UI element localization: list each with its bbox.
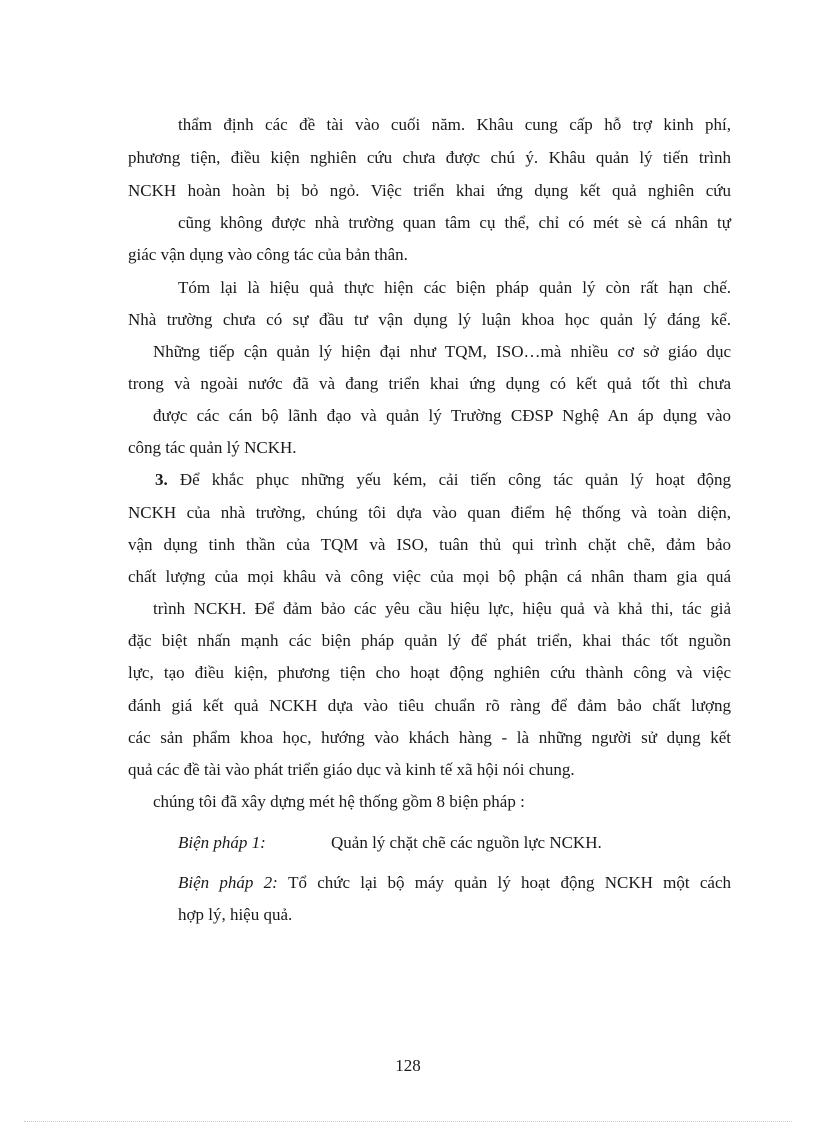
- body-line: quả các đề tài vào phát triển giáo dục và kinh tế xã hội nói chung.: [128, 760, 575, 779]
- measure-1-label: Biện pháp 1:: [178, 833, 266, 852]
- page-number: 128: [395, 1056, 421, 1075]
- body-line: trình NCKH. Để đảm bảo các yêu cầu hiệu lực, hiệu quả và khả thi, tác giả: [153, 599, 731, 618]
- body-text: Để khắc phục những yếu kém, cải tiến công tác quản lý hoạt động: [179, 470, 731, 489]
- page-footer-divider: [24, 1121, 792, 1122]
- measure-2-text: Tổ chức lại bộ máy quản lý hoạt động NCKH một cách: [288, 873, 731, 892]
- body-line: đánh giá kết quả NCKH dựa vào tiêu chuẩn rõ ràng để đảm bảo chất lượng: [128, 696, 731, 715]
- body-line: các sản phẩm khoa học, hướng vào khách hàng - là những người sử dụng kết: [128, 728, 731, 747]
- body-line: lực, tạo điều kiện, phương tiện cho hoạt động nghiên cứu thành công và việc: [128, 663, 731, 682]
- body-line: Những tiếp cận quản lý hiện đại như TQM, ISO…mà nhiều cơ sở giáo dục: [153, 342, 731, 361]
- body-line: được các cán bộ lãnh đạo và quản lý Trường CĐSP Nghệ An áp dụng vào: [153, 406, 731, 425]
- section-3-first-line: [155, 469, 731, 491]
- body-line: chúng tôi đã xây dựng mét hệ thống gồm 8 biện pháp :: [153, 792, 525, 811]
- measure-2-continuation: hợp lý, hiệu quả.: [178, 905, 293, 924]
- body-line: cũng không được nhà trường quan tâm cụ thể, chỉ có mét sè cá nhân tự: [178, 213, 731, 232]
- measure-2-label: Biện pháp 2:: [178, 873, 278, 892]
- body-line: đặc biệt nhấn mạnh các biện pháp quản lý để phát triển, khai thác tốt nguồn: [128, 631, 731, 650]
- body-line: thẩm định các đề tài vào cuối năm. Khâu cung cấp hỗ trợ kinh phí,: [178, 115, 731, 134]
- body-line: Tóm lại là hiệu quả thực hiện các biện pháp quản lý còn rất hạn chế.: [178, 278, 731, 297]
- body-line: giác vận dụng vào công tác của bản thân.: [128, 245, 408, 264]
- section-number: 3.: [155, 470, 168, 489]
- body-line: công tác quản lý NCKH.: [128, 438, 297, 457]
- body-line: Nhà trường chưa có sự đầu tư vận dụng lý luận khoa học quản lý đáng kể.: [128, 310, 731, 329]
- body-line: phương tiện, điều kiện nghiên cứu chưa được chú ý. Khâu quản lý tiến trình: [128, 148, 731, 167]
- body-line: NCKH của nhà trường, chúng tôi dựa vào quan điểm hệ thống và toàn diện,: [128, 503, 731, 522]
- body-line: vận dụng tinh thần của TQM và ISO, tuân thủ qui trình chặt chẽ, đảm bảo: [128, 535, 731, 554]
- body-line: NCKH hoàn hoàn bị bỏ ngỏ. Việc triển khai ứng dụng kết quả nghiên cứu: [128, 181, 731, 200]
- measure-2-line: [178, 872, 731, 894]
- body-line: chất lượng của mọi khâu và công việc của mọi bộ phận cá nhân tham gia quá: [128, 567, 731, 586]
- measure-1-text: Quản lý chặt chẽ các nguồn lực NCKH.: [331, 833, 602, 852]
- body-line: trong và ngoài nước đã và đang triển khai ứng dụng có kết quả tốt thì chưa: [128, 374, 731, 393]
